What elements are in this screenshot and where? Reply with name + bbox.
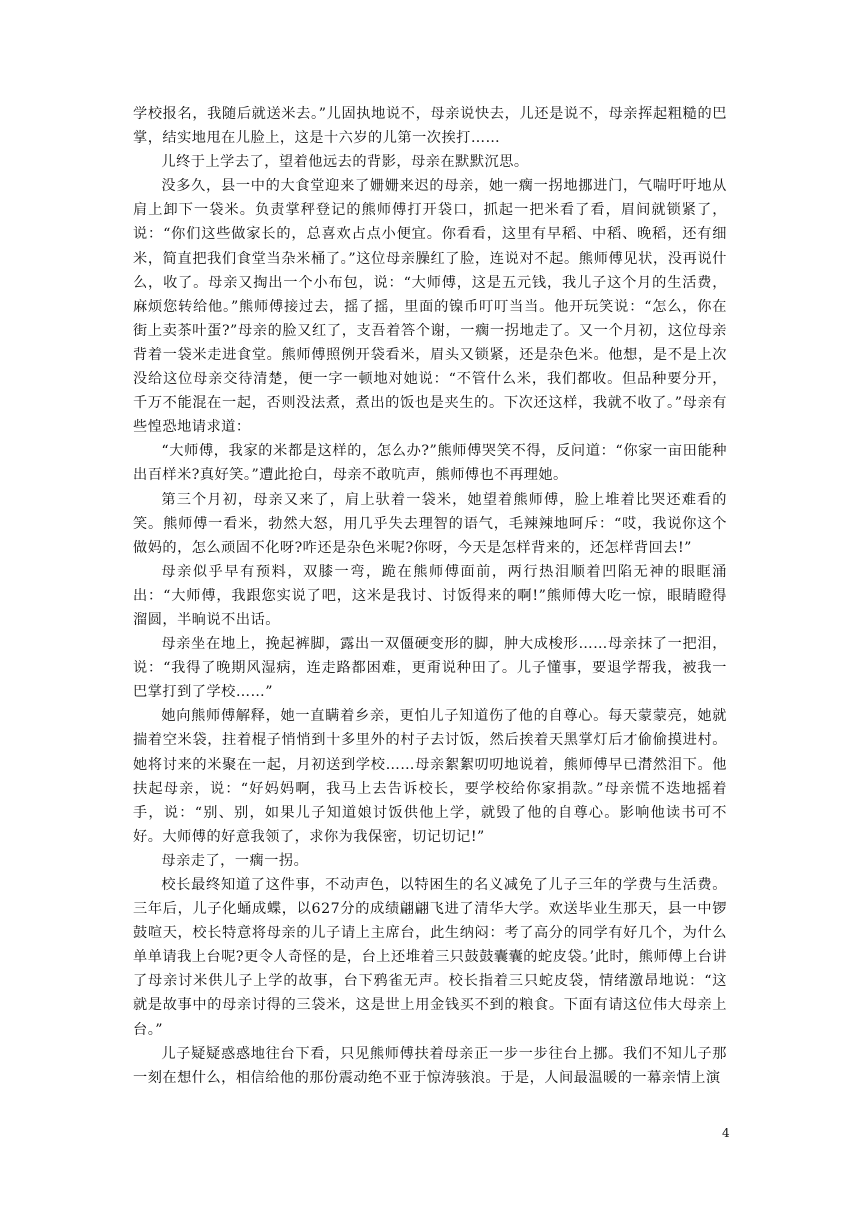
article-body [133, 102, 727, 1090]
paragraph-5: 第三个月初，母亲又来了，肩上驮着一袋米，她望着熊师傅，脸上堆着比哭还难看的笑。熊师傅一看米，勃然大怒，用几乎失去理智的语气，毛辣辣地呵斥：“哎，我说你这个做妈的，怎么顽固不化呀?咋还是杂色米呢?你呀，今天是怎样背来的，还怎样背回去!” [133, 491, 727, 556]
paragraph-1: 学校报名，我随后就送米去。”儿固执地说不，母亲说快去，儿还是说不，母亲挥起粗糙的巴掌，结实地甩在儿脸上，这是十六岁的儿第一次挨打…… [133, 106, 727, 147]
paragraph-7: 母亲坐在地上，挽起裤脚，露出一双僵硬变形的脚，肿大成梭形……母亲抹了一把泪，说：“我得了晚期风湿病，连走路都困难，更甭说种田了。儿子懂事，要退学帮我，被我一巴掌打到了学校……” [133, 636, 727, 701]
paragraph-10: 校长最终知道了这件事，不动声色，以特困生的名义减免了儿子三年的学费与生活费。三年后，儿子化蛹成蝶，以627分的成绩翩翩飞进了清华大学。欢送毕业生那天，县一中锣鼓喧天，校长特意将母亲的儿子请上主席台，此生纳闷：考了高分的同学有好几个，为什么单单请我上台呢?更令人奇怪的是，台上还堆着三只鼓鼓囊囊的蛇皮袋。’此时，熊师傅上台讲了母亲讨米供儿子上学的故事，台下鸦雀无声。校长指着三只蛇皮袋，情绪激昂地说：“这就是故事中的母亲讨得的三袋米，这是世上用金钱买不到的粮食。下面有请这位伟大母亲上台。” [133, 877, 727, 1038]
paragraph-8: 她向熊师傅解释，她一直瞒着乡亲，更怕儿子知道伤了他的自尊心。每天蒙蒙亮，她就揣着空米袋，拄着棍子悄悄到十多里外的村子去讨饭，然后挨着天黑掌灯后才偷偷摸进村。她将讨来的米聚在一起，月初送到学校……母亲絮絮叨叨地说着，熊师傅早已潸然泪下。他扶起母亲，说：“好妈妈啊，我马上去告诉校长，要学校给你家捐款。”母亲慌不迭地摇着手，说：“别、别，如果儿子知道娘讨饭供他上学，就毁了他的自尊心。影响他读书可不好。大师傅的好意我领了，求你为我保密，切记切记!” [133, 708, 727, 845]
paragraph-9: 母亲走了，一瘸一拐。 [161, 852, 309, 869]
paragraph-11: 儿子疑疑惑惑地往台下看，只见熊师傅扶着母亲正一步一步往台上挪。我们不知儿子那一刻在想什么，相信给他的那份震动绝不亚于惊涛骇浪。于是，人间最温暖的一幕亲情上演 [133, 1045, 727, 1086]
paragraph-2: 儿终于上学去了，望着他远去的背影，母亲在默默沉思。 [161, 154, 529, 171]
paragraph-3: 没多久，县一中的大食堂迎来了姗姗来迟的母亲，她一瘸一拐地挪进门，气喘吁吁地从肩上卸下一袋米。负责掌秤登记的熊师傅打开袋口，抓起一把米看了看，眉间就锁紧了，说：“你们这些做家长的，总喜欢占点小便宜。你看看，这里有早稻、中稻、晚稻，还有细米，简直把我们食堂当杂米桶了。”这位母亲臊红了脸，连说对不起。熊师傅见状，没再说什么，收了。母亲又掏出一个小布包，说：“大师傅，这是五元钱，我儿子这个月的生活费，麻烦您转给他。”熊师傅接过去，摇了摇，里面的镍币叮叮当当。他开玩笑说：“怎么，你在街上卖茶叶蛋?”母亲的脸又红了，支吾着答个谢，一瘸一拐地走了。又一个月初，这位母亲背着一袋米走进食堂。熊师傅照例开袋看米，眉头又锁紧，还是杂色米。他想，是不是上次没给这位母亲交待清楚，便一字一顿地对她说：“不管什么米，我们都收。但品种要分开，千万不能混在一起，否则没法煮，煮出的饭也是夹生的。下次还这样，我就不收了。”母亲有些惶恐地请求道： [133, 178, 727, 436]
paragraph-4: “大师傅，我家的米都是这样的，怎么办?”熊师傅哭笑不得，反问道：“你家一亩田能种出百样米?真好笑。”遭此抢白，母亲不敢吭声，熊师傅也不再理她。 [133, 443, 727, 484]
paragraph-6: 母亲似乎早有预料，双膝一弯，跪在熊师傅面前，两行热泪顺着凹陷无神的眼眶涌出：“大师傅，我跟您实说了吧，这米是我讨、讨饭得来的啊!”熊师傅大吃一惊，眼睛瞪得溜圆，半晌说不出话。 [133, 563, 727, 628]
page-number: 4 [722, 1126, 730, 1140]
